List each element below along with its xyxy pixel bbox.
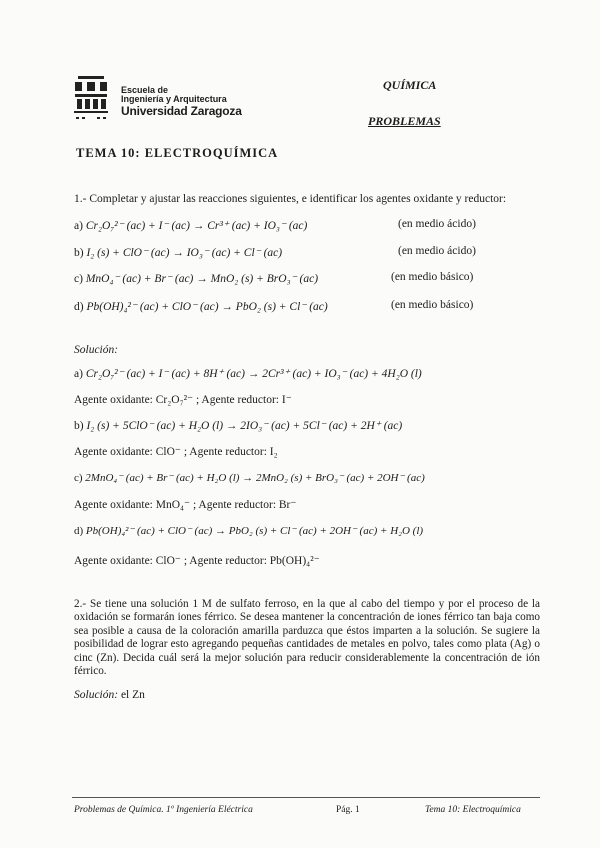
solution-equation: Pb(OH)₄²⁻ (ac) + ClO⁻ (ac) → PbO₂ (s) + Cl⁻ (ac) + 2OH⁻ (ac) + H₂O (l) bbox=[85, 525, 424, 537]
problem1-item-b-medium: (en medio ácido) bbox=[398, 245, 476, 257]
page-title: TEMA 10: ELECTROQUÍMICA bbox=[76, 146, 279, 160]
solution-d-agents: Agente oxidante: ClO⁻ ; Agente reductor: Pb(OH)₄²⁻ bbox=[74, 555, 320, 567]
footer-divider bbox=[72, 797, 540, 798]
subject-heading: QUÍMICA bbox=[383, 78, 437, 92]
item-label: a) bbox=[74, 220, 83, 232]
problem2-statement: 2.- Se tiene una solución 1 M de sulfato ferroso, en la que al cabo del tiempo y por el proceso de la oxidación se formarán iones férrico. Se desea mantener la concentración de iones férrico tan baja como sea posible a causa de la coloración amarilla parduzca que éstos imparten a la solución. Se sugiere la posibilidad de lograr esto agregando pequeñas cantidades de metales en polvo, tales como plata (Ag) o cinc (Zn). Decida cuál será la mejor solución para reducir considerablemente la concentración de ión férrico. bbox=[74, 598, 540, 678]
problem1-statement: 1.- Completar y ajustar las reacciones siguientes, e identificar los agentes oxidante y reductor: bbox=[74, 193, 507, 205]
item-equation: Pb(OH)₄²⁻ (ac) + ClO⁻ (ac) → PbO₂ (s) + Cl⁻ (ac) bbox=[86, 301, 328, 313]
problem1-item-b bbox=[74, 245, 282, 259]
solution-label: b) bbox=[74, 420, 84, 432]
problem1-item-d bbox=[74, 299, 328, 313]
problem1-item-d-medium: (en medio básico) bbox=[391, 299, 474, 311]
problem1-item-a bbox=[74, 218, 307, 232]
solution-a bbox=[74, 366, 422, 380]
item-equation: I₂ (s) + ClO⁻ (ac) → IO₃⁻ (ac) + Cl⁻ (ac) bbox=[86, 247, 283, 259]
footer-left: Problemas de Química. 1º Ingeniería Eléctrica bbox=[74, 805, 253, 815]
footer-right: Tema 10: Electroquímica bbox=[425, 805, 521, 815]
school-name bbox=[121, 86, 242, 117]
school-line3: Universidad Zaragoza bbox=[121, 103, 242, 118]
solution-equation: I₂ (s) + 5ClO⁻ (ac) + H₂O (l) → 2IO₃⁻ (ac) + 5Cl⁻ (ac) + 2H⁺ (ac) bbox=[86, 420, 403, 432]
solution-c-agents: Agente oxidante: MnO₄⁻ ; Agente reductor: Br⁻ bbox=[74, 499, 297, 511]
section-heading: PROBLEMAS bbox=[368, 114, 441, 128]
solution-a-agents: Agente oxidante: Cr₂O₇²⁻ ; Agente reductor: I⁻ bbox=[74, 394, 292, 406]
solution-d bbox=[74, 524, 423, 537]
footer-page-number: Pág. 1 bbox=[336, 805, 360, 815]
problem1-item-a-medium: (en medio ácido) bbox=[398, 218, 476, 230]
university-crest-logo bbox=[72, 74, 110, 122]
solution-equation: 2MnO₄⁻ (ac) + Br⁻ (ac) + H₂O (l) → 2MnO₂ (s) + BrO₃⁻ (ac) + 2OH⁻ (ac) bbox=[85, 472, 425, 484]
problem1-item-c bbox=[74, 271, 318, 285]
solution-c bbox=[74, 471, 425, 484]
solution-equation: Cr₂O₇²⁻ (ac) + I⁻ (ac) + 8H⁺ (ac) → 2Cr³⁺ (ac) + IO₃⁻ (ac) + 4H₂O (l) bbox=[85, 368, 422, 380]
problem1-solution-label: Solución: bbox=[74, 344, 119, 356]
school-line1: Escuela de bbox=[121, 85, 169, 95]
item-label: b) bbox=[74, 247, 84, 259]
item-equation: Cr₂O₇²⁻ (ac) + I⁻ (ac) → Cr³⁺ (ac) + IO₃⁻ (ac) bbox=[85, 220, 308, 232]
problem2-solution bbox=[74, 689, 145, 701]
solution-label: a) bbox=[74, 368, 83, 380]
item-label: c) bbox=[74, 273, 83, 285]
problem2-solution-label: Solución: bbox=[74, 689, 119, 701]
problem1-item-c-medium: (en medio básico) bbox=[391, 271, 474, 283]
problem2-solution-text: el Zn bbox=[120, 689, 145, 701]
solution-b bbox=[74, 418, 402, 432]
solution-label: d) bbox=[74, 525, 84, 537]
item-label: d) bbox=[74, 301, 84, 313]
school-line2: Ingeniería y Arquitectura bbox=[121, 94, 227, 105]
solution-label: c) bbox=[74, 472, 83, 484]
solution-b-agents: Agente oxidante: ClO⁻ ; Agente reductor: I₂ bbox=[74, 446, 278, 458]
item-equation: MnO₄⁻ (ac) + Br⁻ (ac) → MnO₂ (s) + BrO₃⁻ (ac) bbox=[85, 273, 319, 285]
